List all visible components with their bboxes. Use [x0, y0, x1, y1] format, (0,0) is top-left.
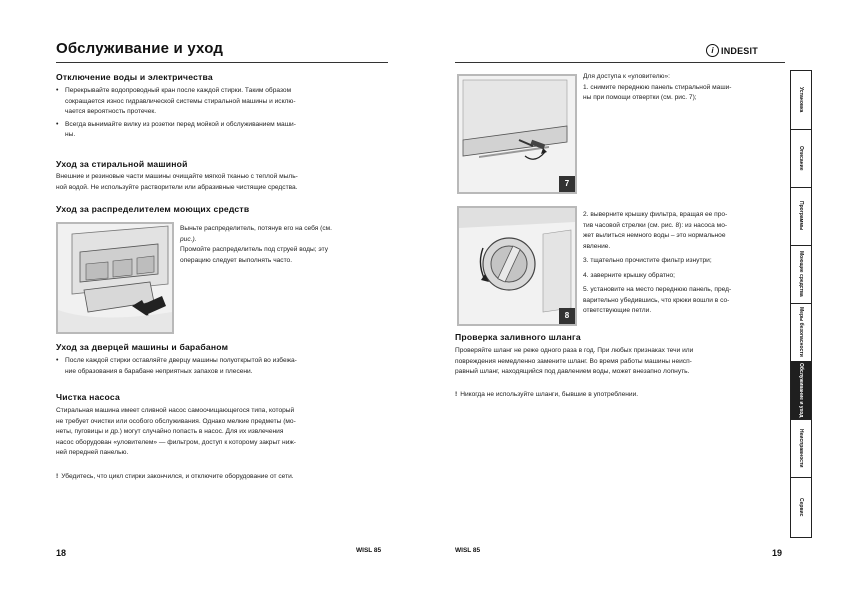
tab-maintenance[interactable]: [791, 361, 811, 420]
text-line: ны при помощи отвертки (см. рис. 7);: [583, 94, 697, 101]
section-title-pump-cleaning: Чистка насоса: [56, 392, 120, 402]
section-title-dispenser-care: Уход за распределителем моющих средств: [56, 204, 250, 214]
text-line: Проверяйте шланг не реже одного раза в год. При любых признаках течи или: [455, 347, 694, 354]
section-title-hose-check: Проверка заливного шланга: [455, 332, 581, 342]
tab-programs[interactable]: [791, 187, 811, 246]
title-rule-left: [56, 62, 388, 63]
text-line: 2. выверните крышку фильтра, вращая ее про-: [583, 211, 728, 218]
page-title: Обслуживание и уход: [56, 40, 224, 57]
text-line: ной водой. Не используйте растворители или абразивные чистящие средства.: [56, 183, 298, 191]
section-title-door-drum: Уход за дверцей машины и барабаном: [56, 342, 229, 352]
tab-label: Установка: [798, 87, 804, 113]
text-line: • Перекрывайте водопроводный кран после каждой стирки. Таким образом: [65, 87, 292, 94]
text-line: равный шланг, находящийся под давлением воды, может внезапно лопнуть.: [455, 368, 690, 375]
tab-label: Неисправности: [798, 428, 804, 468]
text-line: • После каждой стирки оставляйте дверцу машины полуоткрытой во избежа-: [65, 357, 297, 364]
access-instructions: [583, 72, 783, 104]
dispenser-illustration: [56, 222, 174, 334]
text-line: 3. тщательно прочистите фильтр изнутри;: [583, 257, 712, 264]
text-line: Для доступа к «уловителю»:: [583, 73, 670, 80]
section-body-water-power: [56, 86, 392, 141]
text-line: операцию следует выполнять часто.: [180, 256, 293, 264]
warning-icon: !: [455, 391, 458, 398]
text-line: повреждения немедленно замените шланг. Во время работы машины неисп-: [455, 357, 692, 365]
indesit-logo-icon: i: [706, 44, 719, 57]
brand-logo: [706, 44, 758, 57]
text-line: сокращается износ гидравлической системы стиральной машины и исклю-: [65, 97, 296, 105]
text-line: Промойте распределитель под струей воды; эту: [180, 246, 329, 253]
text-line: варительно убедившись, что крюки вошли в со-: [583, 296, 730, 304]
tab-description[interactable]: [791, 129, 811, 188]
section-title-water-power: Отключение воды и электричества: [56, 72, 213, 82]
tab-detergents[interactable]: [791, 245, 811, 304]
list-item: [56, 356, 392, 377]
text-line: ние образования в барабане неприятных запахов и плесени.: [65, 367, 253, 375]
text-line: явление.: [583, 242, 611, 250]
filter-steps: [583, 210, 783, 317]
text-line: рис.).: [180, 235, 197, 243]
text-line: ней передней панелью.: [56, 449, 129, 456]
section-tabs: [790, 70, 812, 538]
section-body-pump-cleaning: [56, 406, 392, 459]
section-body-hose-check: [455, 346, 785, 378]
dispenser-drawing: [58, 224, 172, 332]
page-number-right: 19: [772, 548, 783, 558]
warning-icon: !: [56, 473, 59, 480]
model-right: WISL 85: [455, 547, 481, 554]
text-line: ответствующие петли.: [583, 307, 652, 314]
text-line: ны.: [65, 131, 76, 138]
brand-name: INDESIT: [721, 45, 758, 56]
tab-label: Программы: [798, 201, 804, 231]
tab-label: Сервис: [798, 497, 804, 517]
section-body-door-drum: [56, 356, 392, 377]
dispenser-instructions: [180, 224, 392, 266]
tab-label: Описание: [798, 145, 804, 171]
text-line: 5. установите на место переднюю панель, пред-: [583, 286, 732, 293]
warning-hose: [455, 390, 785, 401]
model-left: WISL 85: [356, 547, 382, 554]
tab-safety[interactable]: [791, 303, 811, 362]
section-title-machine-care: Уход за стиральной машиной: [56, 159, 188, 169]
text-line: Выньте распределитель, потянув его на себя (см.: [180, 225, 333, 232]
filter-cap-drawing: [459, 208, 575, 324]
text-line: Стиральная машина имеет сливной насос самоочищающегося типа, который: [56, 407, 295, 414]
list-item: [56, 120, 392, 141]
text-line: Внешние и резиновые части машины очищайте мягкой тканью с теплой мыль-: [56, 173, 298, 180]
section-body-machine-care: [56, 172, 392, 193]
text-line: насос оборудован «уловителем» — фильтром, доступ к которому закрыт ниж-: [56, 438, 296, 446]
text-line: неты, пуговицы и др.) могут случайно попасть в насос. Для их извлечения: [56, 428, 284, 435]
text-line: тив часовой стрелки (см. рис. 8): из насоса мо-: [583, 221, 728, 229]
text-line: • Всегда вынимайте вилку из розетки перед мойкой и обслуживанием маши-: [65, 120, 296, 128]
warning-pump: [56, 472, 392, 483]
tab-label: Моющие средства: [798, 251, 804, 297]
text-line: 4. заверните крышку обратно;: [583, 271, 676, 279]
figure-7: [457, 74, 577, 194]
warning-text: Никогда не используйте шланги, бывшие в употреблении.: [460, 391, 639, 398]
tab-installation[interactable]: [791, 71, 811, 130]
text-line: чается вероятность протечек.: [65, 108, 157, 115]
figure-8-number: 8: [559, 308, 575, 324]
warning-text: Убедитесь, что цикл стирки закончился, и отключите оборудование от сети.: [61, 473, 294, 480]
figure-7-number: 7: [559, 176, 575, 192]
tab-troubleshooting[interactable]: [791, 419, 811, 478]
tab-service[interactable]: [791, 477, 811, 537]
front-panel-drawing: [459, 76, 575, 192]
tab-label: Обслуживание и уход: [798, 362, 804, 418]
text-line: не требует очистки или особого обслуживания. Однако мелкие предметы (мо-: [56, 417, 296, 425]
title-rule-right: [455, 62, 785, 63]
page-number-left: 18: [56, 548, 67, 558]
text-line: жет вылиться немного воды – это нормальное: [583, 232, 726, 239]
list-item: [56, 86, 392, 118]
text-line: 1. снимите переднюю панель стиральной маши-: [583, 83, 732, 91]
tab-label: Меры безопасности: [798, 307, 804, 357]
figure-8: [457, 206, 577, 326]
